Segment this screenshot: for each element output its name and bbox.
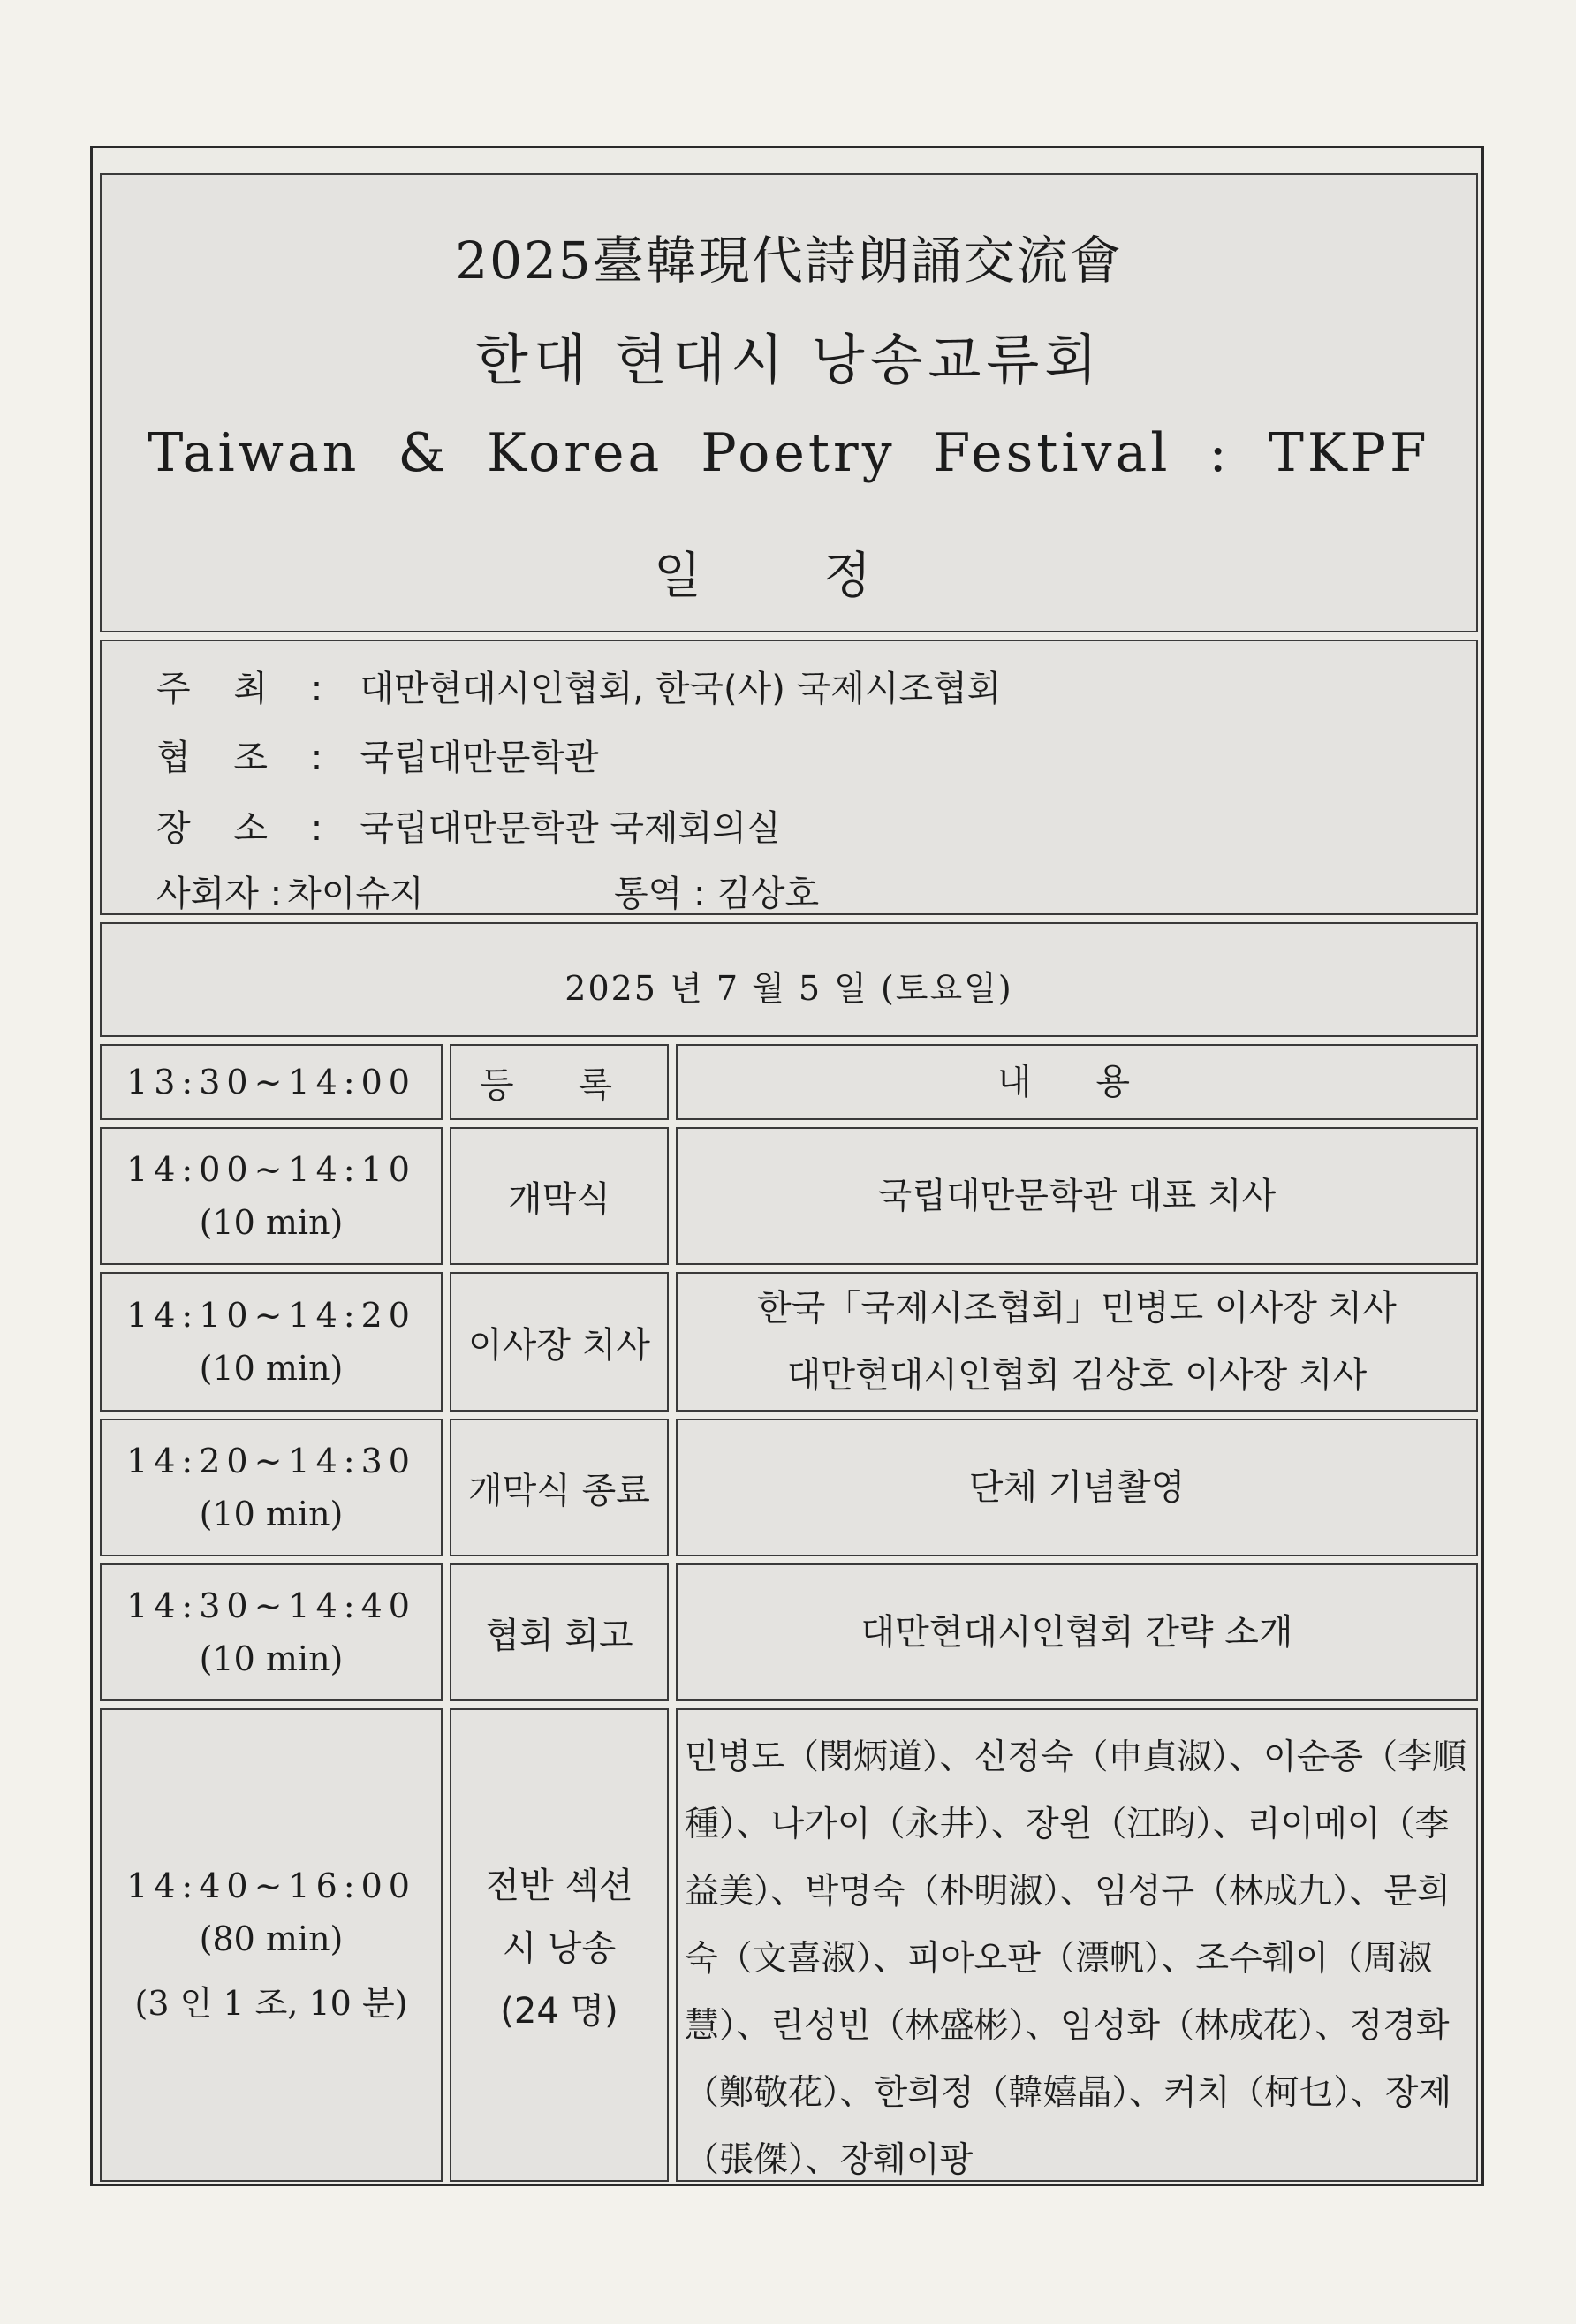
mc-value: 차이슈지 [287, 874, 424, 914]
support-row [156, 730, 599, 780]
host-value: 대만현대시인협회, 한국(사) 국제시조협회 [360, 669, 1002, 709]
title-hanja: 2025臺韓現代詩朗誦交流會 [455, 231, 1123, 291]
schedule-heading: 일 정 [654, 548, 924, 605]
schedule-activity-line3: (24 명) [500, 1990, 618, 2032]
schedule-group-note: (3 인 1 조, 10 분) [134, 1983, 408, 2023]
schedule-time-cell [100, 1419, 443, 1556]
venue-row [156, 800, 781, 851]
interpreter-value: 김상호 [716, 874, 820, 914]
interpreter-label: 통역 : [614, 874, 706, 914]
schedule-time-cell [100, 1272, 443, 1412]
schedule-activity: 협회 회고 [485, 1615, 633, 1656]
schedule-content-cell [676, 1044, 1478, 1120]
host-label: 주 최 : [156, 669, 339, 709]
schedule-content: 대만현대시인협회 간략 소개 [860, 1612, 1293, 1653]
schedule-time: 13:30~14:00 [126, 1063, 416, 1101]
mc-row [156, 866, 424, 916]
support-value: 국립대만문학관 [360, 738, 599, 778]
mc-label: 사회자 : [156, 874, 283, 914]
schedule-time: 14:20~14:30 [126, 1442, 416, 1480]
schedule-activity-cell [450, 1419, 669, 1556]
schedule-duration: (10 min) [199, 1639, 344, 1678]
schedule-activity-cell [450, 1708, 669, 2182]
schedule-content: 내 용 [997, 1062, 1156, 1102]
schedule-content: 국립대만문학관 대표 치사 [877, 1176, 1277, 1216]
venue-value: 국립대만문학관 국제회의실 [360, 808, 781, 849]
date-section [100, 922, 1478, 1037]
schedule-content: 단체 기념촬영 [968, 1467, 1186, 1508]
schedule-time: 14:40~16:00 [126, 1866, 416, 1905]
schedule-duration: (10 min) [199, 1203, 344, 1242]
event-date: 2025 년 7 월 5 일 (토요일) [564, 969, 1013, 1008]
schedule-content-cell [676, 1272, 1478, 1412]
schedule-duration: (10 min) [199, 1495, 344, 1533]
interpreter-row [614, 866, 819, 916]
schedule-content-line: 한국「국제시조협회」민병도 이사장 치사 [757, 1288, 1397, 1329]
schedule-duration: (10 min) [199, 1349, 344, 1388]
schedule-time-cell [100, 1044, 443, 1120]
schedule-content-line: 대만현대시인협회 김상호 이사장 치사 [786, 1355, 1368, 1396]
title-english: Taiwan & Korea Poetry Festival : TKPF [148, 422, 1430, 484]
title-korean: 한대 현대시 낭송교류회 [474, 328, 1103, 392]
schedule-activity: 전반 섹션 [485, 1865, 633, 1906]
schedule-activity-cell [450, 1127, 669, 1265]
schedule-sheet [90, 146, 1484, 2186]
schedule-activity-cell [450, 1563, 669, 1701]
support-label: 협 조 : [156, 738, 339, 778]
schedule-activity-cell [450, 1272, 669, 1412]
schedule-time-cell [100, 1127, 443, 1265]
schedule-activity-cell [450, 1044, 669, 1120]
schedule-time: 14:30~14:40 [126, 1586, 416, 1625]
schedule-time: 14:00~14:10 [126, 1150, 416, 1189]
schedule-activity: 개막식 [508, 1178, 610, 1220]
schedule-activity-line2: 시 낭송 [502, 1927, 617, 1969]
schedule-content-cell [676, 1563, 1478, 1701]
schedule-content-cell [676, 1127, 1478, 1265]
venue-label: 장 소 : [156, 808, 339, 849]
host-row [156, 661, 1001, 711]
schedule-activity: 개막식 종료 [468, 1470, 650, 1511]
schedule-time-cell [100, 1708, 443, 2182]
schedule-activity: 등 록 [480, 1064, 639, 1106]
poet-list-cell [676, 1708, 1478, 2182]
info-section [100, 640, 1478, 915]
schedule-time: 14:10~14:20 [126, 1296, 416, 1335]
poet-list: 민병도（閔炳道）、신정숙（申貞淑）、이순종（李順種）、나가이（永井）、장윈（江昀）、리이메이（李益美）、박명숙（朴明淑）、임성구（林成九）、문희숙（文喜淑）、피아오판（漂帆）、조수훼이（周淑慧）、린성빈（林盛彬）、임성화（林成花）、정경화（鄭敬花）、한희정（韓嬉晶）、커치（柯乜）、장제（張傑）、장훼이팡 [685, 1737, 1467, 2180]
schedule-time-cell [100, 1563, 443, 1701]
schedule-duration: (80 min) [199, 1919, 344, 1958]
title-section [100, 173, 1478, 632]
schedule-activity: 이사장 치사 [468, 1324, 650, 1366]
schedule-content-cell [676, 1419, 1478, 1556]
